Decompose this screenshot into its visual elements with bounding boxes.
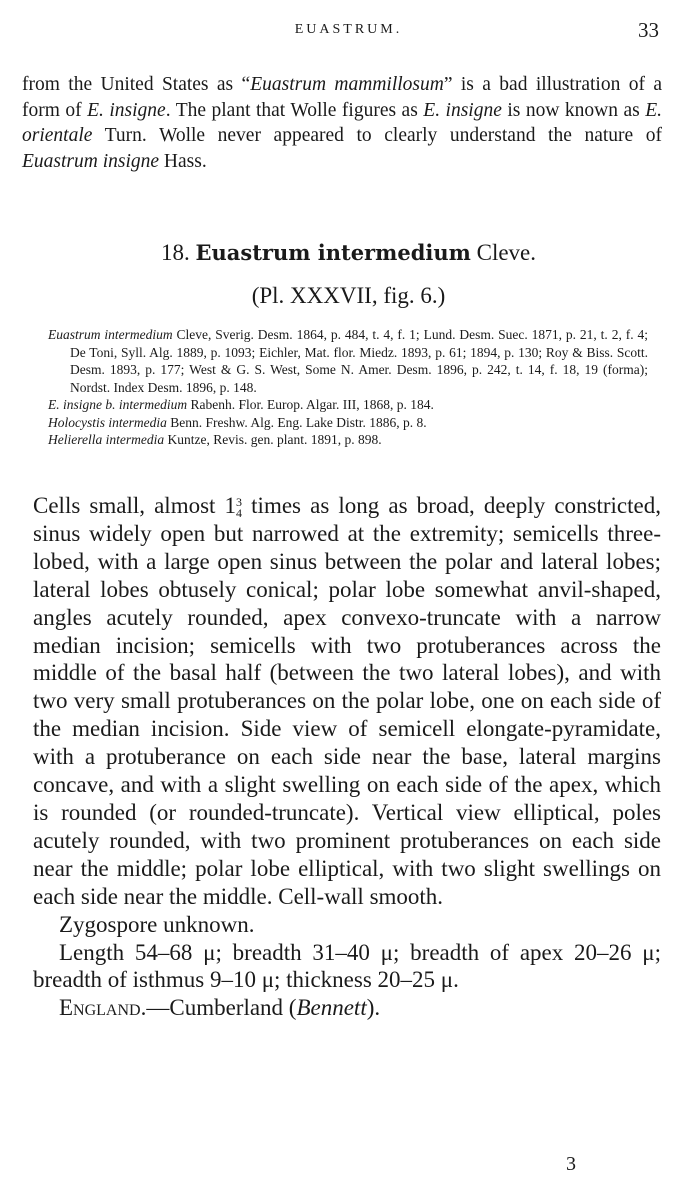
intro-text: . The plant that Wolle figures as [165, 99, 424, 121]
locality-region: England. [59, 995, 147, 1021]
intro-text: Turn. Wolle never appeared to clearly understand the nature of [92, 125, 662, 146]
species-name: Euastrum intermedium [195, 240, 471, 265]
description-paragraph [33, 492, 661, 911]
synonym-citation: Cleve, Sverig. Desm. 1864, p. 484, t. 4, f. 1; Lund. Desm. Suec. 1871, p. 21, t. 2, f. 4; De Toni, Syll. Alg. 1889, p. 1093; Eichler, Mat. flor. Miedz. 1893, p. 61; 1894, p. 130; Roy & Biss. Scott. Desm. 1893, p. 177; West & G. S. West, Some N. Amer. Desm. 1896, p. 242, t. 14, f. 18, 19 (forma); Nordst. Index Desm. 1896, p. 148. [70, 327, 648, 395]
locality-place: —Cumberland ( [146, 995, 297, 1021]
plate-reference: (Pl. XXXVII, fig. 6.) [251, 283, 446, 308]
zygospore-note: Zygospore unknown. [59, 911, 255, 937]
signature-mark: 3 [566, 1153, 576, 1175]
synonym-name: Helierella intermedia [48, 432, 165, 447]
measurements-paragraph: Length 54–68 μ; breadth 31–40 μ; breadth of apex 20–26 μ; breadth of isthmus 9–10 μ; thickness 20–25 μ. [33, 939, 661, 993]
synonymy-entry [48, 396, 648, 414]
intro-taxon: Euastrum mammillosum [250, 74, 444, 95]
synonymy-entry [48, 414, 648, 432]
synonymy-entry [48, 431, 648, 449]
fraction-numerator: 3 [236, 494, 243, 509]
synonym-name: Holocystis intermedia [48, 414, 167, 430]
running-title: EUASTRUM. [294, 22, 403, 37]
species-number: 18. [160, 240, 190, 265]
synonymy-entry [48, 326, 648, 396]
intro-text: from the United States as “ [22, 74, 251, 95]
synonymy-list [48, 326, 648, 449]
description-block [33, 492, 661, 1022]
details-block [33, 911, 661, 1023]
description-lead: Cells small, almost 1 [33, 493, 237, 518]
locality-paragraph [33, 994, 661, 1022]
synonym-citation: Benn. Freshw. Alg. Eng. Lake Distr. 1886, p. 8. [166, 414, 427, 430]
page-number: 33 [638, 18, 659, 42]
intro-taxon: E. insigne [87, 99, 166, 121]
intro-text: ” is a bad illustration of a form of [22, 74, 662, 121]
locality-collector: Bennett [296, 995, 367, 1021]
intro-paragraph [22, 72, 662, 174]
running-head [0, 18, 697, 46]
species-heading [0, 240, 697, 266]
locality-end: ). [366, 995, 381, 1021]
species-author: Cleve. [476, 240, 537, 265]
fraction-denominator: 4 [236, 505, 243, 520]
intro-text: is now known as [501, 99, 646, 121]
intro-text: Hass. [159, 150, 207, 172]
intro-taxon: E. orientale [22, 99, 662, 146]
synonym-citation: Rabenh. Flor. Europ. Algar. III, 1868, p. 184. [187, 397, 434, 412]
intro-taxon: E. insigne [423, 99, 502, 121]
synonym-name: E. insigne b. intermedium [48, 397, 188, 412]
synonym-name: Euastrum intermedium [48, 327, 173, 342]
synonym-citation: Kuntze, Revis. gen. plant. 1891, p. 898. [164, 432, 382, 447]
description-body: times as long as broad, deeply constricted, sinus widely open but narrowed at the extremity; semicells three-lobed, with a large open sinus between the polar and lateral lobes; lateral lobes obtusely conical; polar lobe somewhat anvil-shaped, angles acutely rounded, apex convexo-truncate with a narrow median incision; semicells with two protuberances across the middle of the basal half (between the two lateral lobes), and with two very small protuberances on the polar lobe, one on each side of the median incision. Side view of semicell elongate-pyramidate, with a protuberance on each side near the base, lateral margins concave, and with a slight swelling on each side of the apex, which is rounded (or rounded-truncate). Vertical view elliptical, poles acutely rounded, with two prominent protuberances on each side near the middle; polar lobe elliptical, with two slight swellings on each side near the middle. Cell-wall smooth. [33, 493, 661, 909]
intro-taxon: Euastrum insigne [22, 150, 160, 172]
